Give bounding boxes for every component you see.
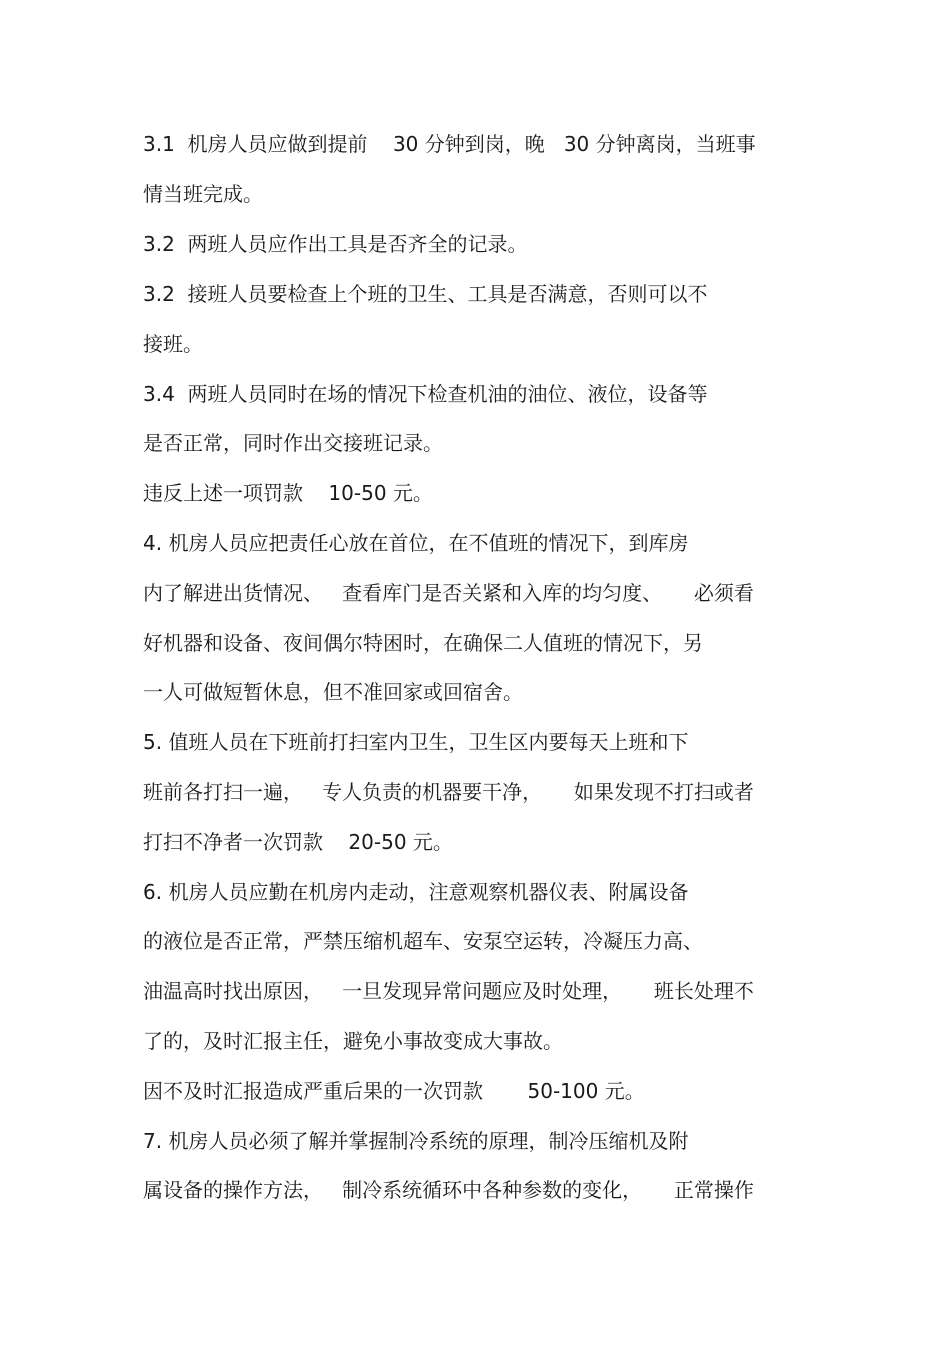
text-line: 打扫不净者一次罚款 20-50 元。 <box>143 830 453 854</box>
text-line: 3.4 两班人员同时在场的情况下检查机油的油位、液位，设备等 <box>143 382 708 406</box>
text-line: 因不及时汇报造成严重后果的一次罚款 50-100 元。 <box>143 1079 645 1103</box>
text-line: 6. 机房人员应勤在机房内走动，注意观察机器仪表、附属设备 <box>143 880 689 904</box>
text-line: 违反上述一项罚款 10-50 元。 <box>143 481 433 505</box>
text-line: 一人可做短暂休息，但不准回家或回宿舍。 <box>143 680 523 704</box>
text-line: 油温高时找出原因， 一旦发现异常问题应及时处理， 班长处理不 <box>143 979 754 1003</box>
text-line: 5. 值班人员在下班前打扫室内卫生，卫生区内要每天上班和下 <box>143 730 689 754</box>
text-line: 属设备的操作方法， 制冷系统循环中各种参数的变化， 正常操作 <box>143 1178 754 1202</box>
text-line: 接班。 <box>143 332 203 356</box>
text-line: 内了解进出货情况、 查看库门是否关紧和入库的均匀度、 必须看 <box>143 581 754 605</box>
text-line: 是否正常，同时作出交接班记录。 <box>143 431 443 455</box>
text-line: 3.2 接班人员要检查上个班的卫生、工具是否满意，否则可以不 <box>143 282 708 306</box>
text-line: 情当班完成。 <box>143 182 263 206</box>
text-line: 好机器和设备、夜间偶尔特困时，在确保二人值班的情况下，另 <box>143 631 703 655</box>
text-line: 3.2 两班人员应作出工具是否齐全的记录。 <box>143 232 528 256</box>
text-line: 4. 机房人员应把责任心放在首位，在不值班的情况下，到库房 <box>143 531 689 555</box>
text-line: 7. 机房人员必须了解并掌握制冷系统的原理，制冷压缩机及附 <box>143 1129 689 1153</box>
text-line: 了的，及时汇报主任，避免小事故变成大事故。 <box>143 1029 563 1053</box>
text-line: 3.1 机房人员应做到提前 30 分钟到岗，晚 30 分钟离岗，当班事 <box>143 132 756 156</box>
text-line: 班前各打扫一遍， 专人负责的机器要干净， 如果发现不打扫或者 <box>143 780 754 804</box>
text-line: 的液位是否正常，严禁压缩机超车、安泵空运转，冷凝压力高、 <box>143 929 703 953</box>
